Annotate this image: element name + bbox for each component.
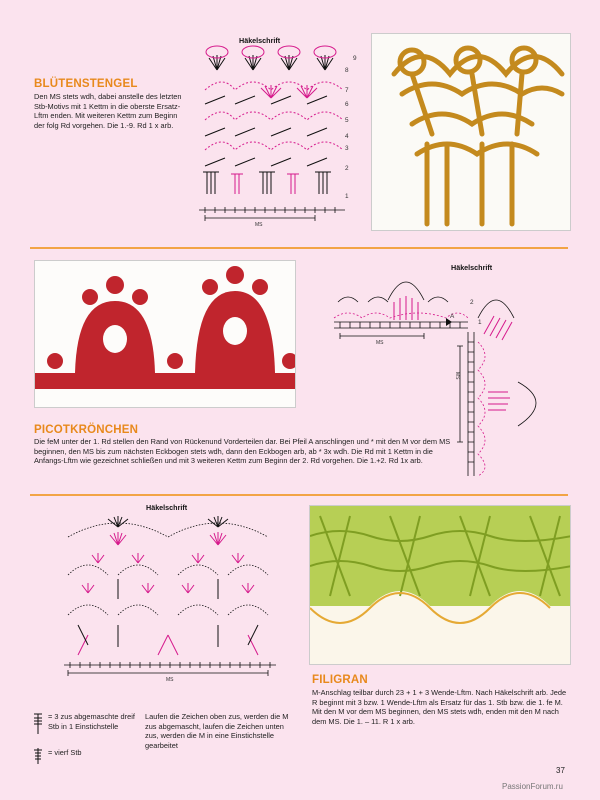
svg-text:3: 3	[345, 145, 349, 152]
divider-2	[30, 494, 568, 496]
svg-text:5: 5	[345, 117, 349, 124]
svg-text:9: 9	[353, 55, 357, 62]
section1-photo	[371, 33, 571, 231]
section2-chart-label: Häkelschrift	[451, 263, 493, 272]
section2-text: Die feM unter der 1. Rd stellen den Rand von Rückenund Vorderteilen dar. Bei Pfeil A anschlingen und * mit den M vor dem MS beginnen, den MS bis zum nächsten Eckbogen stets wdh, dann den Eckbogen arb, ab * 3x wdh. Die Rd mit 1 Kettm in die Anfangs-Lftm wie gezeichnet schließen und mit 3 weiteren Kettm zum Beginn der 2. Rd vorgehen. Die 1.+2. Rd 1x arb.	[34, 437, 451, 466]
page-number: 37	[556, 766, 565, 775]
svg-text:4: 4	[345, 133, 349, 140]
legend-item-1: = 3 zus abgemaschte dreif Stb in 1 Einstichstelle	[48, 712, 135, 731]
watermark: PassionForum.ru	[502, 782, 563, 791]
legend-symbol-2	[32, 746, 44, 766]
section1-title: BLÜTENSTENGEL	[34, 78, 138, 90]
section1-chart	[195, 44, 363, 228]
section3-text: M-Anschlag teilbar durch 23 + 1 + 3 Wende-Lftm. Nach Häkelschrift arb. Jede R beginnt mit 3 bzw. 1 Wende-Lftm als Ersatz für das 1. Stb bzw. die 1. fe M. Mit den M vor dem MS beginnen, den MS stets wdh, enden mit den M nach dem MS. Die 1. – 11. R 1 x arb.	[312, 688, 567, 726]
section3-photo	[309, 505, 571, 665]
section3-ms-label: MS	[166, 677, 174, 683]
section2-ms-label: MS	[376, 340, 384, 346]
section3-chart	[58, 515, 294, 685]
svg-text:6: 6	[345, 101, 349, 108]
legend-note: Laufen die Zeichen oben zus, werden die M zus abgemascht, laufen die Zeichen unten zus, werden die M in eine Einstichstelle gearbeitet	[145, 712, 289, 750]
legend-symbol-1	[32, 712, 44, 736]
section1-ms-label: MS	[255, 222, 263, 228]
section2-arrow-label: A	[450, 313, 455, 320]
section1-chart-label: Häkelschrift	[239, 36, 281, 45]
section2-photo	[34, 260, 296, 408]
svg-text:8: 8	[345, 67, 349, 74]
legend-item-2: = vierf Stb	[48, 748, 82, 757]
svg-text:1: 1	[478, 319, 482, 326]
flower-row	[206, 46, 336, 70]
svg-text:2: 2	[345, 165, 349, 172]
svg-text:7: 7	[345, 87, 349, 94]
divider-1	[30, 247, 568, 249]
section3-chart-label: Häkelschrift	[146, 503, 188, 512]
svg-text:1: 1	[345, 193, 349, 200]
section2-ms-vertical: MS	[454, 372, 460, 380]
svg-text:2: 2	[470, 299, 474, 306]
section1-text: Den MS stets wdh, dabei anstelle des letzten Stb-Motivs mit 1 Kettm in die oberste Ersatz-Lftm enden. Mit weiteren Kettm zum Beginn der folg Rd vorgehen. Die 1.-9. Rd 1 x arb.	[34, 92, 182, 130]
section2-title: PICOTKRÖNCHEN	[34, 424, 139, 436]
section3-title: FILIGRAN	[312, 674, 368, 686]
